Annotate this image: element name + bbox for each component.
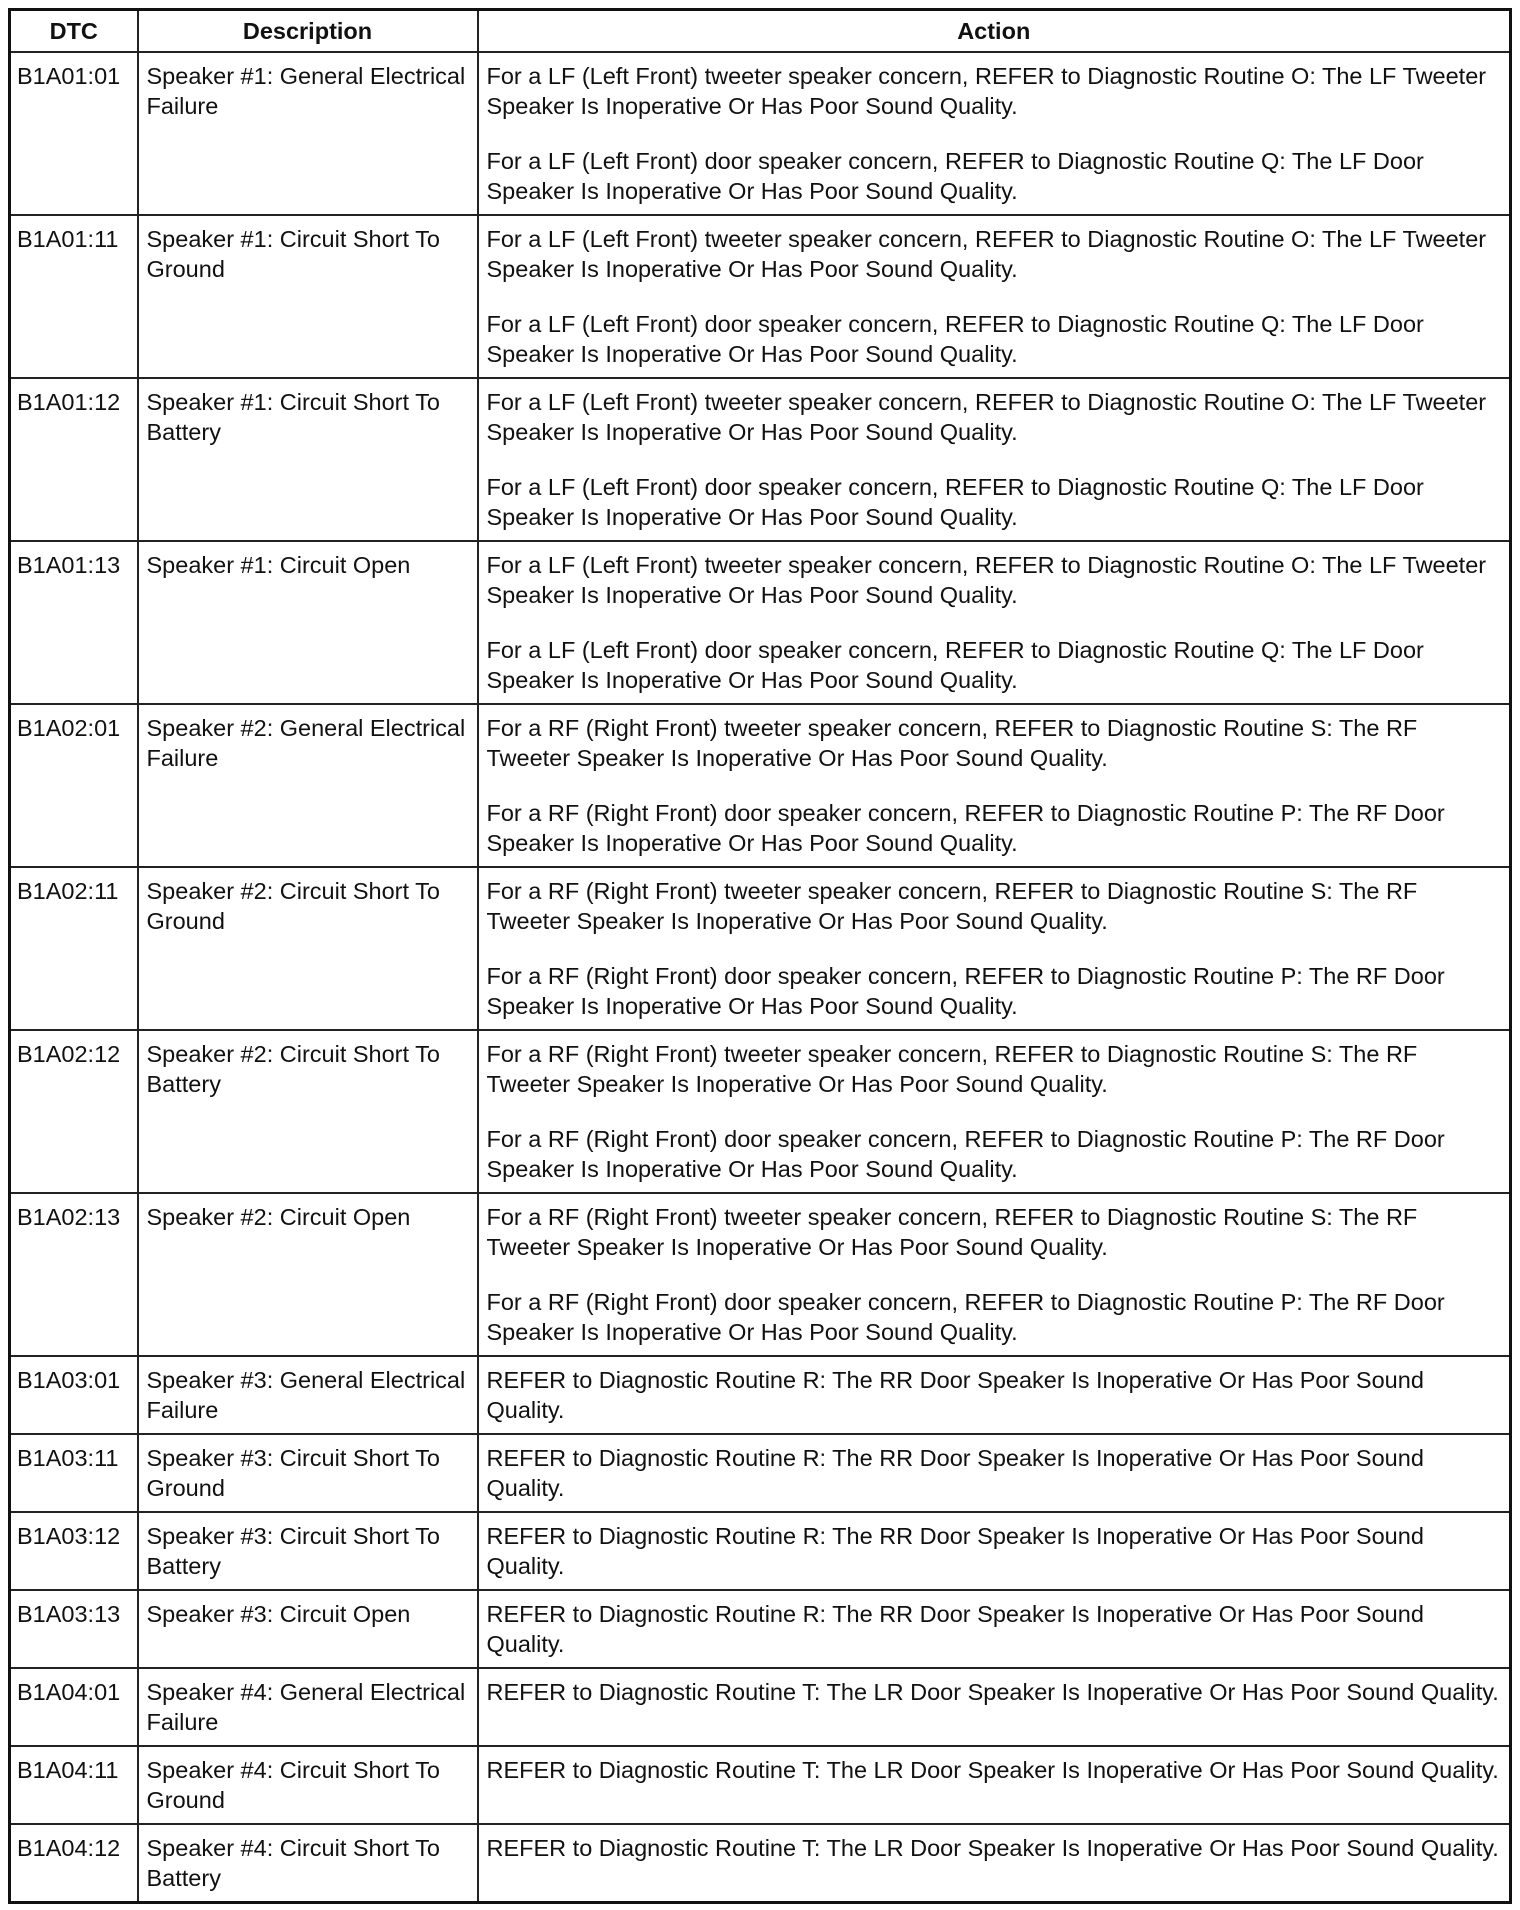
- table-row: [10, 1590, 1511, 1668]
- table-row: [10, 704, 1511, 867]
- dtc-description: Speaker #4: General Electrical Failure: [138, 1668, 478, 1746]
- dtc-code: B1A04:12: [10, 1824, 138, 1903]
- action-paragraph: For a LF (Left Front) door speaker concern, REFER to Diagnostic Routine Q: The LF Door Speaker Is Inoperative Or Has Poor Sound Quality.: [486, 474, 1424, 530]
- action-paragraph: REFER to Diagnostic Routine R: The RR Door Speaker Is Inoperative Or Has Poor Sound Quality.: [486, 1445, 1424, 1501]
- action-paragraph: For a RF (Right Front) door speaker concern, REFER to Diagnostic Routine P: The RF Door Speaker Is Inoperative Or Has Poor Sound Quality.: [486, 1289, 1445, 1345]
- action-paragraph: For a RF (Right Front) tweeter speaker concern, REFER to Diagnostic Routine S: The RF Tweeter Speaker Is Inoperative Or Has Poor Sound Quality.: [486, 715, 1418, 771]
- dtc-table: [8, 8, 1512, 1904]
- action-paragraph: For a LF (Left Front) tweeter speaker concern, REFER to Diagnostic Routine O: The LF Tweeter Speaker Is Inoperative Or Has Poor Sound Quality.: [486, 63, 1487, 119]
- dtc-code: B1A04:11: [10, 1746, 138, 1824]
- dtc-code: B1A03:13: [10, 1590, 138, 1668]
- table-row: [10, 1746, 1511, 1824]
- dtc-code: B1A01:13: [10, 541, 138, 704]
- dtc-action: [478, 1193, 1511, 1356]
- dtc-action: [478, 1030, 1511, 1193]
- dtc-code: B1A03:11: [10, 1434, 138, 1512]
- dtc-action: [478, 215, 1511, 378]
- dtc-description: Speaker #1: General Electrical Failure: [138, 52, 478, 215]
- action-paragraph: For a RF (Right Front) tweeter speaker concern, REFER to Diagnostic Routine S: The RF Tweeter Speaker Is Inoperative Or Has Poor Sound Quality.: [486, 1041, 1418, 1097]
- action-paragraph: For a RF (Right Front) tweeter speaker concern, REFER to Diagnostic Routine S: The RF Tweeter Speaker Is Inoperative Or Has Poor Sound Quality.: [486, 1204, 1418, 1260]
- table-row: [10, 1512, 1511, 1590]
- dtc-action: [478, 1356, 1511, 1434]
- table-row: [10, 867, 1511, 1030]
- dtc-action: [478, 1668, 1511, 1746]
- table-row: [10, 52, 1511, 215]
- dtc-action: [478, 704, 1511, 867]
- dtc-code: B1A03:01: [10, 1356, 138, 1434]
- dtc-description: Speaker #3: Circuit Short To Battery: [138, 1512, 478, 1590]
- action-paragraph: For a LF (Left Front) door speaker concern, REFER to Diagnostic Routine Q: The LF Door Speaker Is Inoperative Or Has Poor Sound Quality.: [486, 311, 1424, 367]
- dtc-code: B1A03:12: [10, 1512, 138, 1590]
- dtc-code: B1A02:13: [10, 1193, 138, 1356]
- action-paragraph: REFER to Diagnostic Routine R: The RR Door Speaker Is Inoperative Or Has Poor Sound Quality.: [486, 1601, 1424, 1657]
- dtc-action: [478, 541, 1511, 704]
- table-header: [10, 10, 1511, 53]
- dtc-description: Speaker #3: Circuit Open: [138, 1590, 478, 1668]
- dtc-action: [478, 52, 1511, 215]
- table-row: [10, 1434, 1511, 1512]
- dtc-description: Speaker #1: Circuit Open: [138, 541, 478, 704]
- dtc-description: Speaker #4: Circuit Short To Battery: [138, 1824, 478, 1903]
- dtc-code: B1A01:11: [10, 215, 138, 378]
- dtc-description: Speaker #3: Circuit Short To Ground: [138, 1434, 478, 1512]
- header-dtc: DTC: [10, 10, 138, 53]
- action-paragraph: For a LF (Left Front) door speaker concern, REFER to Diagnostic Routine Q: The LF Door Speaker Is Inoperative Or Has Poor Sound Quality.: [486, 148, 1424, 204]
- table-row: [10, 1668, 1511, 1746]
- dtc-description: Speaker #4: Circuit Short To Ground: [138, 1746, 478, 1824]
- table-row: [10, 541, 1511, 704]
- dtc-action: [478, 1590, 1511, 1668]
- dtc-description: Speaker #1: Circuit Short To Battery: [138, 378, 478, 541]
- action-paragraph: For a LF (Left Front) tweeter speaker concern, REFER to Diagnostic Routine O: The LF Tweeter Speaker Is Inoperative Or Has Poor Sound Quality.: [486, 389, 1487, 445]
- action-paragraph: For a RF (Right Front) tweeter speaker concern, REFER to Diagnostic Routine S: The RF Tweeter Speaker Is Inoperative Or Has Poor Sound Quality.: [486, 878, 1418, 934]
- table-row: [10, 1356, 1511, 1434]
- table-row: [10, 1030, 1511, 1193]
- dtc-action: [478, 867, 1511, 1030]
- dtc-code: B1A01:12: [10, 378, 138, 541]
- dtc-code: B1A01:01: [10, 52, 138, 215]
- action-paragraph: For a LF (Left Front) tweeter speaker concern, REFER to Diagnostic Routine O: The LF Tweeter Speaker Is Inoperative Or Has Poor Sound Quality.: [486, 552, 1487, 608]
- dtc-code: B1A02:01: [10, 704, 138, 867]
- dtc-action: [478, 1512, 1511, 1590]
- dtc-code: B1A02:11: [10, 867, 138, 1030]
- dtc-code: B1A02:12: [10, 1030, 138, 1193]
- table-row: [10, 215, 1511, 378]
- header-row: [10, 10, 1511, 53]
- action-paragraph: REFER to Diagnostic Routine T: The LR Door Speaker Is Inoperative Or Has Poor Sound Quality.: [486, 1757, 1499, 1783]
- dtc-description: Speaker #3: General Electrical Failure: [138, 1356, 478, 1434]
- header-description: Description: [138, 10, 478, 53]
- dtc-action: [478, 1746, 1511, 1824]
- dtc-action: [478, 378, 1511, 541]
- action-paragraph: For a RF (Right Front) door speaker concern, REFER to Diagnostic Routine P: The RF Door Speaker Is Inoperative Or Has Poor Sound Quality.: [486, 963, 1445, 1019]
- action-paragraph: REFER to Diagnostic Routine T: The LR Door Speaker Is Inoperative Or Has Poor Sound Quality.: [486, 1835, 1499, 1861]
- table-row: [10, 1824, 1511, 1903]
- table-body: [10, 52, 1511, 1903]
- action-paragraph: REFER to Diagnostic Routine R: The RR Door Speaker Is Inoperative Or Has Poor Sound Quality.: [486, 1367, 1424, 1423]
- action-paragraph: For a RF (Right Front) door speaker concern, REFER to Diagnostic Routine P: The RF Door Speaker Is Inoperative Or Has Poor Sound Quality.: [486, 800, 1445, 856]
- table-row: [10, 1193, 1511, 1356]
- dtc-code: B1A04:01: [10, 1668, 138, 1746]
- dtc-action: [478, 1824, 1511, 1903]
- dtc-description: Speaker #2: General Electrical Failure: [138, 704, 478, 867]
- action-paragraph: REFER to Diagnostic Routine R: The RR Door Speaker Is Inoperative Or Has Poor Sound Quality.: [486, 1523, 1424, 1579]
- header-action: Action: [478, 10, 1511, 53]
- action-paragraph: For a LF (Left Front) door speaker concern, REFER to Diagnostic Routine Q: The LF Door Speaker Is Inoperative Or Has Poor Sound Quality.: [486, 637, 1424, 693]
- dtc-description: Speaker #2: Circuit Short To Ground: [138, 867, 478, 1030]
- action-paragraph: REFER to Diagnostic Routine T: The LR Door Speaker Is Inoperative Or Has Poor Sound Quality.: [486, 1679, 1499, 1705]
- dtc-action: [478, 1434, 1511, 1512]
- dtc-description: Speaker #2: Circuit Open: [138, 1193, 478, 1356]
- table-row: [10, 378, 1511, 541]
- action-paragraph: For a RF (Right Front) door speaker concern, REFER to Diagnostic Routine P: The RF Door Speaker Is Inoperative Or Has Poor Sound Quality.: [486, 1126, 1445, 1182]
- dtc-description: Speaker #1: Circuit Short To Ground: [138, 215, 478, 378]
- dtc-description: Speaker #2: Circuit Short To Battery: [138, 1030, 478, 1193]
- action-paragraph: For a LF (Left Front) tweeter speaker concern, REFER to Diagnostic Routine O: The LF Tweeter Speaker Is Inoperative Or Has Poor Sound Quality.: [486, 226, 1487, 282]
